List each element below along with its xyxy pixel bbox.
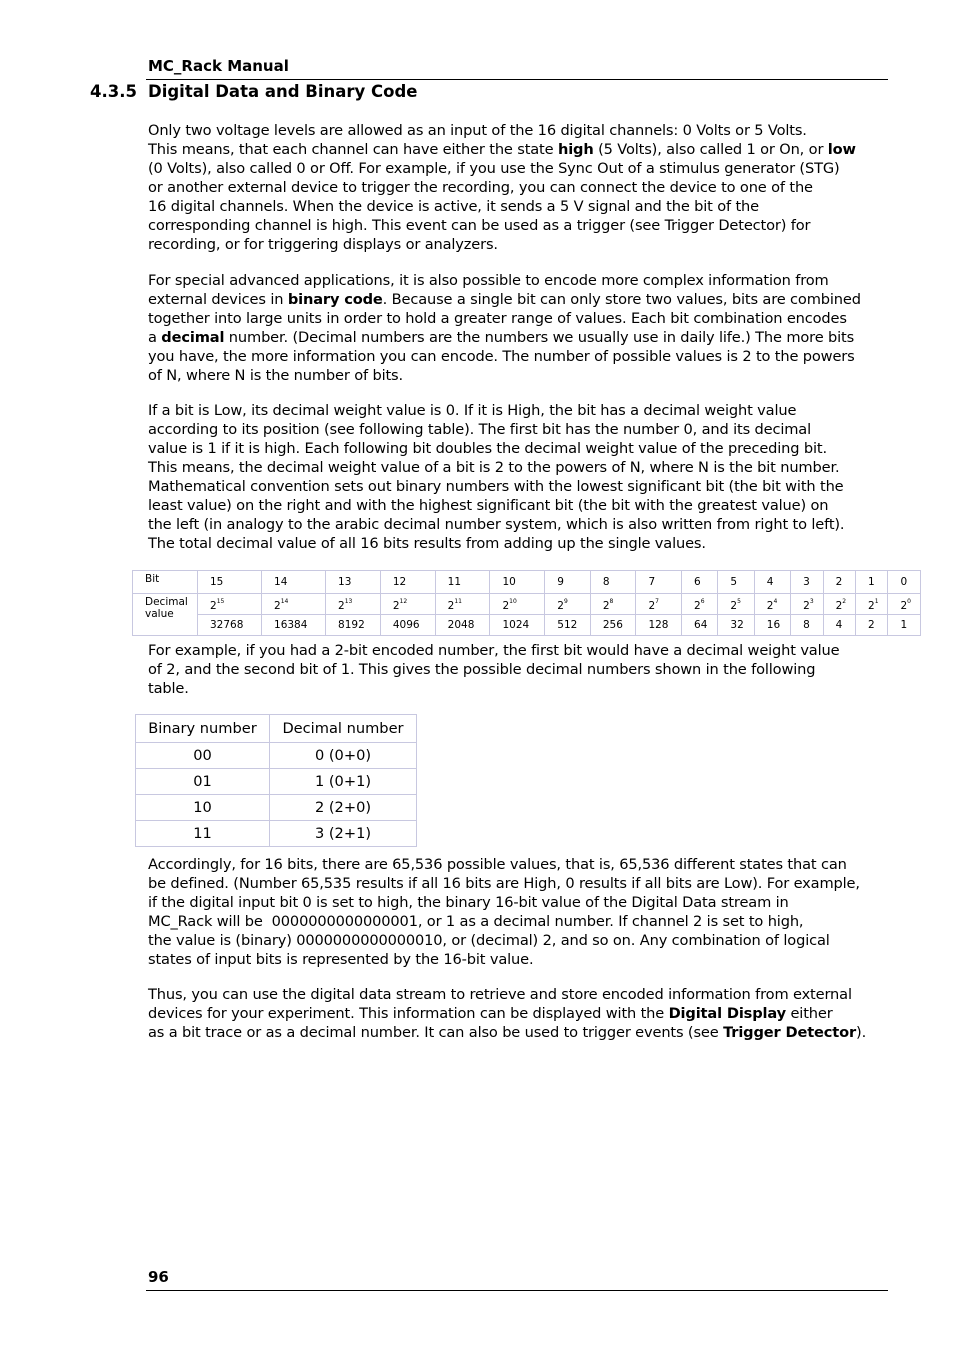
power-exponent: 3	[809, 598, 814, 605]
header-divider	[146, 79, 888, 80]
power-base: 2	[694, 600, 701, 612]
section-title: Digital Data and Binary Code	[148, 82, 418, 101]
text-run: of 2, and the second bit of 1. This gives the possible decimal numbers shown in the following	[148, 661, 816, 678]
bit-number-cell: 3	[791, 571, 823, 594]
bit-number-cell: 14	[262, 571, 326, 594]
text-run: This means, the decimal weight value of a bit is 2 to the powers of N, where N is the bit number.	[148, 459, 840, 476]
bit-value-cell: 16	[754, 615, 790, 636]
power-exponent: 11	[454, 598, 462, 605]
power-base: 2	[730, 600, 738, 612]
table-row	[136, 821, 417, 847]
paragraph-digital-stream	[148, 985, 888, 1042]
table-row	[136, 769, 417, 795]
table-header-row	[136, 715, 417, 743]
text-run: external devices in	[148, 291, 288, 308]
power-exponent: 10	[509, 598, 517, 605]
text-line	[148, 477, 888, 496]
text-line	[148, 121, 888, 140]
bit-power-cell	[262, 594, 326, 615]
text-line	[148, 515, 888, 534]
bit-number-cell: 8	[590, 571, 636, 594]
text-run: 16 digital channels. When the device is active, it sends a 5 V signal and the bit of the	[148, 198, 759, 215]
bit-value-cell: 512	[545, 615, 591, 636]
bold-term: low	[827, 141, 856, 158]
paragraph-decimal-weight	[148, 401, 888, 553]
bit-value-cell: 8192	[326, 615, 381, 636]
text-run: value is 1 if it is high. Each following bit doubles the decimal weight value of the preceding bit.	[148, 440, 827, 457]
bold-term: binary code	[287, 291, 383, 308]
text-run: For example, if you had a 2-bit encoded number, the first bit would have a decimal weight value	[148, 642, 840, 659]
text-run: (0 Volts), also called 0 or Off. For example, if you use the Sync Out of a stimulus generator (STG)	[148, 160, 840, 177]
text-run: For special advanced applications, it is also possible to encode more complex information from	[148, 272, 829, 289]
text-run: number. (Decimal numbers are the numbers we usually use in daily life.) The more bits	[224, 329, 855, 346]
power-exponent: 7	[655, 598, 659, 605]
bit-value-cell: 8	[791, 615, 823, 636]
power-base: 2	[835, 600, 843, 612]
bit-power-cell	[636, 594, 682, 615]
bit-number-cell: 13	[326, 571, 381, 594]
text-run: Only two voltage levels are allowed as an input of the 16 digital channels: 0 Volts or 5 Volts.	[148, 122, 807, 139]
text-line	[148, 679, 888, 698]
text-run: table.	[148, 680, 189, 697]
bit-power-cell	[856, 594, 888, 615]
bit-power-cell	[888, 594, 921, 615]
power-exponent: 6	[700, 598, 705, 605]
text-line	[148, 931, 888, 950]
text-run: least value) on the right and with the highest significant bit (the bit with the greatest value) on	[148, 497, 829, 514]
binary-number-cell: 00	[136, 743, 270, 769]
text-line	[148, 985, 888, 1004]
binary-decimal-table	[135, 714, 417, 847]
text-line	[148, 178, 888, 197]
bit-number-cell: 11	[435, 571, 490, 594]
header-binary-number: Binary number	[136, 715, 270, 743]
text-line	[148, 216, 888, 235]
power-base: 2	[502, 600, 510, 612]
bit-number-cell: 4	[754, 571, 790, 594]
text-run: the value is (binary) 0000000000000010, or (decimal) 2, and so on. Any combination of logical	[148, 932, 830, 949]
text-run: If a bit is Low, its decimal weight value is 0. If it is High, the bit has a decimal weight value	[148, 402, 797, 419]
text-line	[148, 366, 888, 385]
text-run: a	[148, 329, 162, 346]
bit-power-cell	[380, 594, 435, 615]
power-exponent: 4	[773, 598, 778, 605]
power-exponent: 15	[216, 598, 225, 605]
binary-number-cell: 01	[136, 769, 270, 795]
bit-number-cell: 7	[636, 571, 682, 594]
text-run: . Because a single bit can only store two values, bits are combined	[382, 291, 861, 308]
bit-value-cell: 256	[590, 615, 636, 636]
text-line	[148, 159, 888, 178]
bit-value-cell: 64	[682, 615, 718, 636]
bit-power-cell	[326, 594, 381, 615]
bit-value-cell: 1	[888, 615, 921, 636]
bit-value-cell: 4	[823, 615, 855, 636]
power-exponent: 12	[399, 598, 408, 605]
text-run: The total decimal value of all 16 bits results from adding up the single values.	[148, 535, 706, 552]
text-line	[148, 912, 888, 931]
bit-number-cell: 12	[380, 571, 435, 594]
power-base: 2	[392, 600, 400, 612]
decimal-number-cell: 3 (2+1)	[270, 821, 417, 847]
bit-value-cell: 2	[856, 615, 888, 636]
bit-power-cell	[718, 594, 754, 615]
text-line	[148, 309, 888, 328]
text-line	[148, 271, 888, 290]
binary-number-cell: 11	[136, 821, 270, 847]
paragraph-voltage-levels	[148, 121, 888, 254]
decimal-number-cell: 2 (2+0)	[270, 795, 417, 821]
bit-value-cell: 1024	[490, 615, 545, 636]
power-base: 2	[274, 600, 281, 612]
power-exponent: 9	[563, 598, 568, 605]
power-exponent: 8	[609, 598, 614, 605]
text-run: you have, the more information you can encode. The number of possible values is 2 to the powers	[148, 348, 855, 365]
table-row	[136, 743, 417, 769]
text-run: according to its position (see following table). The first bit has the number 0, and its decimal	[148, 421, 812, 438]
power-base: 2	[210, 600, 217, 612]
text-run: devices for your experiment. This information can be displayed with the	[148, 1005, 669, 1022]
bit-power-cell	[754, 594, 790, 615]
text-line	[148, 1023, 888, 1042]
text-line	[148, 420, 888, 439]
power-base: 2	[803, 600, 810, 612]
bit-label: Bit	[133, 571, 198, 594]
text-line	[148, 328, 888, 347]
power-exponent: 14	[280, 598, 289, 605]
text-run: Mathematical convention sets out binary numbers with the lowest significant bit (the bit with the	[148, 478, 844, 495]
bit-value-cell: 16384	[262, 615, 326, 636]
bit-value-cell: 128	[636, 615, 682, 636]
text-run: if the digital input bit 0 is set to high, the binary 16-bit value of the Digital Data stream in	[148, 894, 789, 911]
power-base: 2	[602, 600, 610, 612]
footer-divider	[146, 1290, 888, 1291]
bit-number-cell: 6	[682, 571, 718, 594]
text-run: either	[785, 1005, 833, 1022]
text-run: (5 Volts), also called 1 or On, or	[593, 141, 828, 158]
power-row	[133, 594, 921, 615]
text-run: the left (in analogy to the arabic decimal number system, which is also written from right to left).	[148, 516, 845, 533]
text-line	[148, 401, 888, 420]
running-header: MC_Rack Manual	[148, 57, 289, 75]
power-base: 2	[648, 600, 656, 612]
text-line	[148, 1004, 888, 1023]
power-base: 2	[868, 600, 875, 612]
text-run: or another external device to trigger the recording, you can connect the device to one of the	[148, 179, 813, 196]
text-line	[148, 197, 888, 216]
bit-row	[133, 571, 921, 594]
text-line	[148, 439, 888, 458]
bit-power-cell	[545, 594, 591, 615]
power-exponent: 1	[874, 598, 879, 605]
text-run: of N, where N is the number of bits.	[148, 367, 403, 384]
text-line	[148, 855, 888, 874]
text-run: be defined. (Number 65,535 results if all 16 bits are High, 0 results if all bits are Low). For example,	[148, 875, 860, 892]
text-line	[148, 874, 888, 893]
bold-term: Trigger Detector	[723, 1024, 857, 1041]
bit-number-cell: 10	[490, 571, 545, 594]
text-run: recording, or for triggering displays or analyzers.	[148, 236, 498, 253]
text-line	[148, 140, 888, 159]
bit-value-cell: 4096	[380, 615, 435, 636]
text-run: Thus, you can use the digital data stream to retrieve and store encoded information from external	[148, 986, 852, 1003]
binary-number-cell: 10	[136, 795, 270, 821]
bit-number-cell: 15	[198, 571, 262, 594]
text-line	[148, 641, 888, 660]
bit-number-cell: 1	[856, 571, 888, 594]
text-run: This means, that each channel can have either the state	[148, 141, 558, 158]
bit-number-cell: 5	[718, 571, 754, 594]
bit-power-cell	[490, 594, 545, 615]
paragraph-two-bit-example	[148, 641, 888, 698]
bit-power-cell	[682, 594, 718, 615]
decimal-value-label: Decimal value	[133, 594, 198, 636]
bit-power-cell	[791, 594, 823, 615]
decimal-number-cell: 0 (0+0)	[270, 743, 417, 769]
text-run: Accordingly, for 16 bits, there are 65,536 possible values, that is, 65,536 different states that can	[148, 856, 847, 873]
section-number: 4.3.5	[90, 82, 137, 101]
bold-term: decimal	[161, 329, 225, 346]
power-base: 2	[557, 600, 564, 612]
page-number: 96	[148, 1268, 169, 1286]
text-line	[148, 534, 888, 553]
paragraph-sixteen-bits	[148, 855, 888, 969]
bit-power-cell	[435, 594, 490, 615]
text-run: corresponding channel is high. This event can be used as a trigger (see Trigger Detector) for	[148, 217, 811, 234]
power-exponent: 0	[907, 598, 911, 605]
text-run: together into large units in order to hold a greater range of values. Each bit combination encodes	[148, 310, 847, 327]
text-line	[148, 235, 888, 254]
bit-value-cell: 2048	[435, 615, 490, 636]
bit-weight-table	[132, 570, 921, 636]
text-run: MC_Rack will be 0000000000000001, or 1 as a decimal number. If channel 2 is set to high,	[148, 913, 804, 930]
value-row	[133, 615, 921, 636]
bit-value-cell: 32768	[198, 615, 262, 636]
paragraph-binary-code	[148, 271, 888, 385]
bit-power-cell	[590, 594, 636, 615]
text-run: ).	[856, 1024, 867, 1041]
power-base: 2	[447, 600, 455, 612]
text-line	[148, 496, 888, 515]
text-run: as a bit trace or as a decimal number. It can also be used to trigger events (see	[148, 1024, 724, 1041]
text-line	[148, 347, 888, 366]
bit-power-cell	[198, 594, 262, 615]
header-decimal-number: Decimal number	[270, 715, 417, 743]
decimal-number-cell: 1 (0+1)	[270, 769, 417, 795]
text-line	[148, 290, 888, 309]
power-exponent: 5	[737, 598, 741, 605]
power-exponent: 2	[842, 598, 847, 605]
bold-term: high	[557, 141, 594, 158]
bit-number-cell: 0	[888, 571, 921, 594]
power-exponent: 13	[344, 598, 353, 605]
text-line	[148, 950, 888, 969]
bit-number-cell: 9	[545, 571, 591, 594]
text-line	[148, 660, 888, 679]
bold-term: Digital Display	[668, 1005, 786, 1022]
text-line	[148, 893, 888, 912]
text-run: states of input bits is represented by the 16-bit value.	[148, 951, 534, 968]
power-base: 2	[338, 600, 345, 612]
power-base: 2	[900, 600, 908, 612]
bit-number-cell: 2	[823, 571, 855, 594]
text-line	[148, 458, 888, 477]
bit-value-cell: 32	[718, 615, 754, 636]
power-base: 2	[766, 600, 774, 612]
table-row	[136, 795, 417, 821]
bit-power-cell	[823, 594, 855, 615]
